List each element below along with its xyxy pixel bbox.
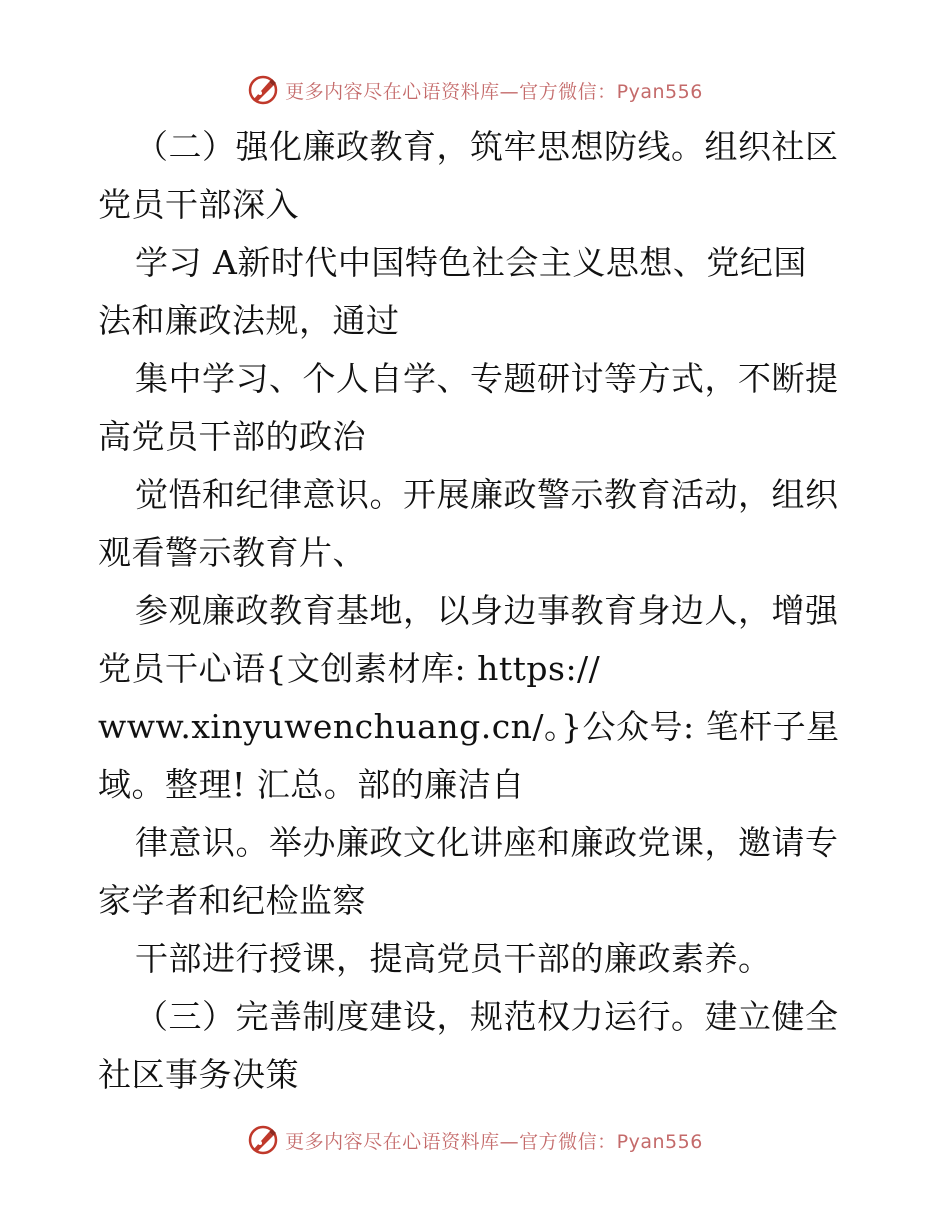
body-line: 觉悟和纪律意识。开展廉政警示教育活动，组织 — [135, 475, 839, 514]
body-line: 学习 A新时代中国特色社会主义思想、党纪国 — [135, 243, 807, 282]
body-line: 党员干心语{文创素材库: https:// — [98, 649, 601, 688]
header-banner-text: 更多内容尽在心语资料库—官方微信：Pyan556 — [285, 80, 703, 103]
body-line: 家学者和纪检监察 — [98, 881, 366, 920]
body-line: 域。整理! 汇总。部的廉洁自 — [98, 765, 525, 804]
body-line: 集中学习、个人自学、专题研讨等方式，不断提 — [135, 359, 839, 398]
footer-banner-text: 更多内容尽在心语资料库—官方微信：Pyan556 — [285, 1130, 703, 1153]
body-line: 干部进行授课，提高党员干部的廉政素养。 — [135, 939, 772, 978]
pen-in-circle-logo-icon — [247, 74, 279, 106]
footer-banner — [0, 1120, 950, 1160]
body-line: 法和廉政法规，通过 — [98, 301, 400, 340]
body-line: 参观廉政教育基地，以身边事教育身边人，增强 — [135, 591, 839, 630]
body-line: 高党员干部的政治 — [98, 417, 366, 456]
body-line: 律意识。举办廉政文化讲座和廉政党课，邀请专 — [135, 823, 839, 862]
body-line: （三）完善制度建设，规范权力运行。建立健全 — [135, 997, 839, 1036]
body-line: （二）强化廉政教育，筑牢思想防线。组织社区 — [135, 127, 839, 166]
header-banner — [0, 70, 950, 110]
pen-in-circle-logo-icon — [247, 1124, 279, 1156]
body-line: www.xinyuwenchuang.cn/。}公众号: 笔杆子星 — [98, 707, 840, 746]
body-line: 社区事务决策 — [98, 1055, 299, 1094]
body-line: 观看警示教育片、 — [98, 533, 366, 572]
body-line: 党员干部深入 — [98, 185, 299, 224]
